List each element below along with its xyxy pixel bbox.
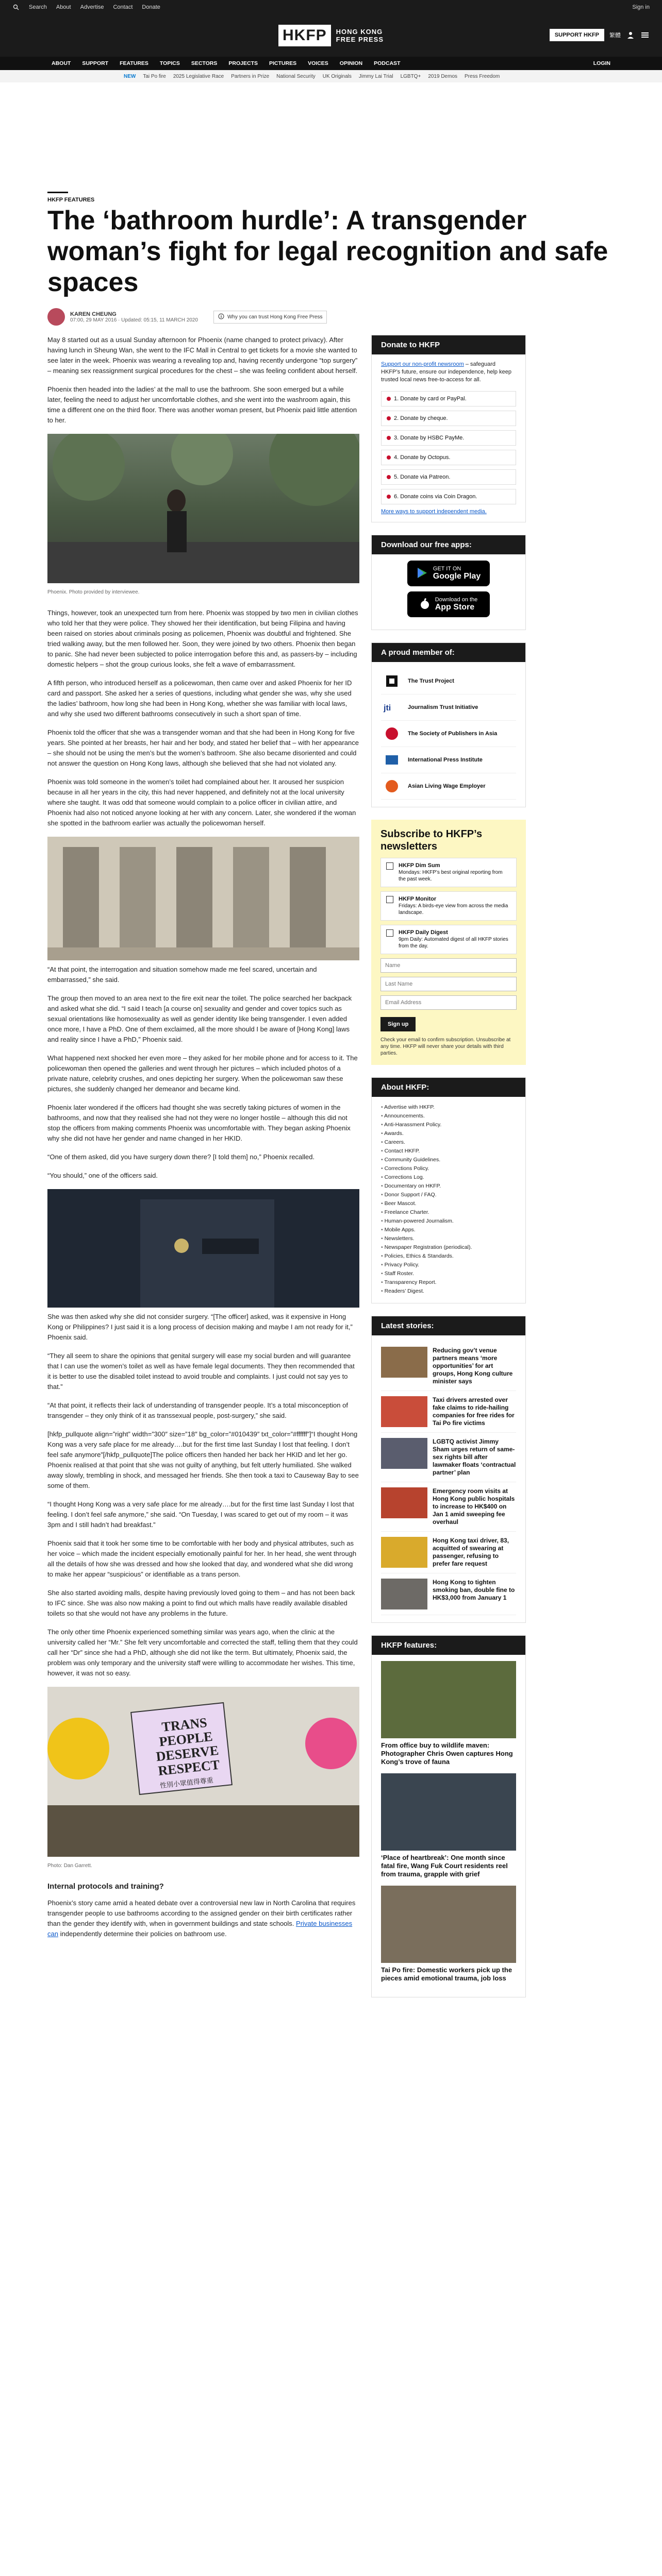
bullet-icon	[387, 455, 391, 460]
latest-story[interactable]	[381, 1342, 516, 1391]
protest-sign-text: TRANS PEOPLE DESERVE RESPECT	[155, 1715, 221, 1778]
about-card	[371, 1077, 526, 1303]
search-icon[interactable]	[12, 4, 20, 11]
about-link[interactable]: • Transparency Report.	[381, 1278, 516, 1287]
about-link[interactable]: • Advertise with HKFP.	[381, 1103, 516, 1112]
sign-in-link[interactable]: Sign in	[632, 4, 650, 10]
photo-caption: Phoenix. Photo provided by interviewee.	[47, 589, 140, 595]
feature-image	[381, 1661, 516, 1738]
menu-icon[interactable]	[640, 30, 650, 40]
trending-item[interactable]: National Security	[276, 73, 316, 79]
newsletter-card	[371, 820, 526, 1065]
trending-item[interactable]: LGBTQ+	[400, 73, 421, 79]
photo-illustration-trees	[47, 434, 359, 583]
feature-story[interactable]	[381, 1773, 516, 1878]
author-avatar[interactable]	[47, 308, 65, 326]
donate-option-label: 2. Donate by cheque.	[394, 415, 448, 421]
member-org[interactable]	[381, 721, 516, 747]
photo-caption: Photo: Dan Garrett.	[47, 1863, 92, 1869]
trust-project-logo-icon	[381, 673, 403, 689]
donate-option[interactable]	[381, 430, 516, 446]
bullet-icon	[387, 475, 391, 479]
latest-story[interactable]	[381, 1433, 516, 1482]
story-thumbnail	[381, 1579, 427, 1609]
nav-item-voices[interactable]: VOICES	[308, 60, 328, 66]
donate-option[interactable]	[381, 450, 516, 465]
donate-option-label: 5. Donate via Patreon.	[394, 474, 451, 480]
google-play-badge[interactable]	[407, 561, 490, 586]
article-paragraph: “You should,” one of the officers said.	[47, 1172, 158, 1179]
donate-intro-text: – safeguard HKFP’s future, ensure our independence, help keep trusted local news free-to-access for all.	[381, 361, 511, 383]
play-store-icon	[417, 567, 428, 581]
article-paragraph-text: independently determine their policies on bathroom use.	[60, 1930, 227, 1938]
trending-item[interactable]: Press Freedom	[465, 73, 500, 79]
story-title: Hong Kong taxi driver, 83, acquitted of swearing at passenger, refusing to prefer fare request	[433, 1537, 509, 1567]
article-paragraph	[47, 1898, 359, 1939]
features-title: HKFP features:	[372, 1636, 525, 1655]
utility-bar	[0, 0, 662, 14]
about-title: About HKFP:	[372, 1078, 525, 1097]
article-photo-toilets	[47, 837, 359, 960]
nav-item-podcast[interactable]: PODCAST	[374, 60, 401, 66]
support-hkfp-button[interactable]: SUPPORT HKFP	[550, 29, 604, 41]
apps-card	[371, 535, 526, 630]
checkbox[interactable]	[386, 862, 393, 870]
member-card	[371, 642, 526, 807]
app-store-badge[interactable]	[407, 591, 490, 617]
article-paragraph: The only other time Phoenix experienced something similar was years ago, when the clinic at the university called her “Mr.” She felt very uncomfortable and corrected the staff, telling them that they could call her “Dr” since she had a PhD, although she did not like the term. But ultimately, Phoenix said, the problem was only temporary and the university staff were willing to accommodate her wishes. This time, however, it was not so easy.	[47, 1628, 358, 1677]
article-paragraph: Things, however, took an unexpected turn from here. Phoenix was stopped by two men in civilian clothes who told her that they were police. They showed her their identification, but being Filipina and having been raised on stories about criminals posing as policemen, Phoenix was doubtful and frightened. She tried walking away, but the men followed her. Soon, they were joined by two others. Phoenix then began to panic. She had never been subjected to police interrogation before this and, as passers-by – including domestic helpers – shot the group curious looks, she felt a wave of embarrassment.	[47, 609, 358, 668]
site-logo[interactable]	[278, 25, 384, 46]
donate-option[interactable]	[381, 469, 516, 485]
latest-title: Latest stories:	[372, 1316, 525, 1335]
story-title: Emergency room visits at Hong Kong public hospitals to increase to HK$400 on Jan 1 amid sweeping fee overhaul	[433, 1487, 515, 1526]
member-title: A proud member of:	[372, 643, 525, 662]
feature-image	[381, 1773, 516, 1851]
app-store-small: Download on the	[435, 597, 478, 603]
utility-link-donate[interactable]: Donate	[142, 4, 160, 10]
logo-text-line1: HONG KONG	[336, 28, 383, 36]
about-link[interactable]: • Newsletters.	[381, 1234, 516, 1243]
member-org-name: Journalism Trust Initiative	[408, 704, 478, 710]
trending-item[interactable]: Partners in Prize	[231, 73, 270, 79]
feature-story[interactable]	[381, 1886, 516, 1982]
section-tag[interactable]: HKFP FEATURES	[47, 197, 95, 203]
checkbox[interactable]	[386, 896, 393, 903]
trending-item[interactable]: 2019 Demos	[428, 73, 458, 79]
utility-link-advertise[interactable]: Advertise	[80, 4, 104, 10]
about-link[interactable]: • Documentary on HKFP.	[381, 1182, 516, 1191]
member-org-name: The Society of Publishers in Asia	[408, 731, 498, 737]
trending-item[interactable]: Jimmy Lai Trial	[358, 73, 393, 79]
nav-item-opinion[interactable]: OPINION	[339, 60, 363, 66]
about-link[interactable]: • Mobile Apps.	[381, 1226, 516, 1234]
about-link[interactable]: • Donor Support / FAQ.	[381, 1191, 516, 1199]
article-photo-police	[47, 1189, 359, 1308]
article-body	[47, 335, 359, 1947]
about-link[interactable]: • Corrections Policy.	[381, 1164, 516, 1173]
article-paragraph: “At that point, it reflects their lack of understanding of transgender people. It’s a total misconception of transgender – they only think of it as transsexual people, post-surgery,” she said.	[47, 1401, 348, 1419]
about-link[interactable]: • Newspaper Registration (periodical).	[381, 1243, 516, 1252]
trending-item[interactable]: 2025 Legislative Race	[173, 73, 224, 79]
first-name-input[interactable]	[380, 958, 517, 973]
about-link[interactable]: • Freelance Charter.	[381, 1208, 516, 1217]
svg-text:jti: jti	[384, 704, 391, 713]
story-thumbnail	[381, 1347, 427, 1378]
latest-story[interactable]	[381, 1391, 516, 1433]
nav-item-login[interactable]: LOGIN	[593, 60, 610, 66]
about-link[interactable]: • Policies, Ethics & Standards.	[381, 1252, 516, 1261]
story-thumbnail	[381, 1487, 427, 1518]
about-link[interactable]: • Anti-Harassment Policy.	[381, 1121, 516, 1129]
story-thumbnail	[381, 1396, 427, 1427]
donate-option-label: 4. Donate by Octopus.	[394, 454, 451, 461]
google-play-small: GET IT ON	[433, 566, 461, 572]
member-org[interactable]	[381, 747, 516, 773]
nav-item-sectors[interactable]: SECTORS	[191, 60, 218, 66]
story-title: Reducing gov’t venue partners means ‘more opportunities’ for art groups, Hong Kong culture minister says	[433, 1347, 513, 1385]
article-title: The ‘bathroom hurdle’: A transgender woman’s fight for legal recognition and safe spaces	[47, 206, 608, 297]
article-paragraph: Phoenix was told someone in the women’s toilet had complained about her. It aroused her suspicion because in all her years in the city, this had never happened, and definitely not at the local university where she taught. It was odd that someone would complain to a police officer in civilian attire, and Phoenix had also not noticed anyone looking at her with any concern. Later, she wondered if the woman she spotted in the bathroom earlier was actually the policewoman herself.	[47, 778, 356, 827]
about-link[interactable]: • Announcements.	[381, 1112, 516, 1121]
site-header	[0, 14, 662, 57]
article-subhead: Internal protocols and training?	[47, 1882, 164, 1891]
feature-title: Tai Po fire: Domestic workers pick up the pieces amid emotional trauma, job loss	[381, 1966, 512, 1982]
newsletter-name: HKFP Dim Sum	[399, 862, 440, 869]
latest-story[interactable]	[381, 1532, 516, 1573]
member-org[interactable]	[381, 773, 516, 800]
bullet-icon	[387, 416, 391, 420]
about-link[interactable]: • Careers.	[381, 1138, 516, 1147]
sidebar	[371, 335, 526, 2010]
nav-item-features[interactable]: FEATURES	[120, 60, 148, 66]
article-paragraph: The group then moved to an area next to the fire exit near the toilet. The police searched her backpack and asked what she did. “I said I teach [a course on] sexuality and gender and cover topics such as sexual orientations like homosexuality as well as gender identity like being transgender. I even added once more, I have a PhD. One of them exclaimed, all the more should I be aware of [Hong Kong] laws and reality since I have a PhD,” Phoenix said.	[47, 994, 352, 1043]
donate-option[interactable]	[381, 489, 516, 504]
bullet-icon	[387, 397, 391, 401]
story-title: LGBTQ activist Jimmy Sham urges return of same-sex rights bill after lawmaker floats ‘contractual partner’ plan	[433, 1438, 516, 1476]
article-paragraph: A fifth person, who introduced herself as a policewoman, then came over and asked Phoenix for her ID card and passport. She asked her a series of questions, including what gender she was, why she used the ladies’ bathroom, how long she had been in Hong Kong, whether she was familiar with local laws, and why she used two different bathrooms consecutively in such a short span of time.	[47, 679, 352, 718]
newsletter-note: Check your email to confirm subscription. Unsubscribe at any time. HKFP will never share your details with third parties.	[380, 1037, 511, 1056]
latest-story[interactable]	[381, 1482, 516, 1532]
about-link[interactable]: • Contact HKFP.	[381, 1147, 516, 1156]
member-org-name: The Trust Project	[408, 678, 454, 684]
apps-title: Download our free apps:	[372, 535, 525, 554]
bullet-icon	[387, 495, 391, 499]
article-paragraph: Phoenix later wondered if the officers had thought she was secretly taking pictures of women in the bathrooms, and now that they realised she had not they were no longer hostile – although this did not stop the officers from making comments Phoenix was uncomfortable with. They began asking Phoenix why she did not have her gender and name changed in her HKID.	[47, 1104, 351, 1142]
photo-illustration-police	[47, 1189, 359, 1308]
ipi-logo-icon	[381, 752, 403, 768]
story-thumbnail	[381, 1438, 427, 1469]
newsletter-option[interactable]	[380, 891, 517, 921]
newsletter-desc: Mondays: HKFP’s best original reporting from the past week.	[399, 870, 503, 882]
logo-text-line2: FREE PRESS	[336, 36, 384, 43]
donate-option[interactable]	[381, 411, 516, 426]
about-link[interactable]: • Human-powered Journalism.	[381, 1217, 516, 1226]
photo-illustration-stalls	[47, 837, 359, 960]
donate-title: Donate to HKFP	[372, 335, 525, 354]
newsletter-desc: 9pm Daily: Automated digest of all HKFP stories from the day.	[399, 937, 508, 949]
about-link[interactable]: • Readers’ Digest.	[381, 1287, 516, 1296]
article-paragraph: [hkfp_pullquote align=”right” width=”300″ size=”18″ bg_color=”#010439″ txt_color=”#ffffff”]“I thought Hong Kong was a very safe place for me already….but for the first time last Sunday I lost that feeling. I don’t feel safe anymore”[/hkfp_pullquote]The police officers then handed her back her HKID and let her go. Phoenix realised at that point that she was not guilty of anything, but felt utterly humiliated. She walked away slowly, trembling in shock, and messaged her friends. She then took a taxi to Causeway Bay to see some of them.	[47, 1430, 359, 1489]
article-paragraph-text: Phoenix’s story came amid a heated debate over a controversial new law in North Carolina that requires transgender people to use bathrooms according to the assigned gender on their birth certificates rather than the gender they identify with, when in government buildings and state schools.	[47, 1899, 356, 1927]
app-store-label: App Store	[435, 603, 475, 612]
article-paragraph: She also started avoiding malls, despite having previously loved going to them – and has not been back to IFC since. She was also now making a point to find out which malls have readily available disabled toilets so that she would not have any problems in the future.	[47, 1589, 355, 1617]
feature-title: From office buy to wildlife maven: Photographer Chris Owen captures Hong Kong’s trove of fauna	[381, 1741, 513, 1766]
why-trust-link[interactable]	[213, 311, 327, 324]
about-link[interactable]: • Staff Roster.	[381, 1269, 516, 1278]
trending-item[interactable]: Tai Po fire	[143, 73, 166, 79]
donate-intro-link[interactable]: Support our non-profit newsroom	[381, 361, 464, 367]
article-paragraph: “I thought Hong Kong was a very safe place for me already….but for the first time last Sunday I lost that feeling. I don’t feel safe anymore,” she said. “On Tuesday, I was scared to get out of my room – it was 3pm and I still hadn’t had breakfast.”	[47, 1500, 354, 1529]
latest-story[interactable]	[381, 1573, 516, 1615]
member-org[interactable]	[381, 694, 516, 721]
byline	[47, 308, 327, 326]
newsletter-option[interactable]	[380, 925, 517, 954]
donate-intro	[381, 361, 516, 384]
article-paragraph: “One of them asked, did you have surgery down there? [I told them] no,” Phoenix recalled.	[47, 1153, 315, 1161]
more-ways-link[interactable]: More ways to support independent media.	[381, 509, 487, 515]
utility-link-search[interactable]: Search	[29, 4, 47, 10]
article-photo-phoenix	[47, 434, 359, 583]
user-icon[interactable]	[626, 30, 635, 40]
feature-title: ‘Place of heartbreak’: One month since fatal fire, Wang Fuk Court residents reel from trauma, grapple with grief	[381, 1854, 508, 1878]
donate-card	[371, 335, 526, 522]
article-paragraph: “They all seem to share the opinions that genital surgery will ease my social burden and will guarantee that I can use the women’s toilet as well as have female legal documents. They then recommended that it is better to use the disabled toilet instead to avoid trouble and complaints. I just could not say yes to that.”	[47, 1352, 355, 1391]
article-paragraph: Phoenix said that it took her some time to be comfortable with her body and physical attributes, such as her voice – which made the incident especially emotionally painful for her. In her head, she went through all the details of how she was dressed and how she looked that day, and wondered what she did wrong to make her appear “suspicious” or identifiable as a trans person.	[47, 1539, 357, 1578]
nav-item-projects[interactable]: PROJECTS	[228, 60, 258, 66]
newsletter-option[interactable]	[380, 858, 517, 887]
member-org-name: International Press Institute	[408, 757, 483, 763]
about-link[interactable]: • Corrections Log.	[381, 1173, 516, 1182]
article-paragraph: Phoenix then headed into the ladies’ at the mall to use the bathroom. She soon emerged but a while later, feeling the need to adjust her uncomfortable clothes, and she went into the washroom again, this time a different one on the third floor. There was another woman present, but Phoenix paid little attention to her.	[47, 385, 357, 424]
story-title: Hong Kong to tighten smoking ban, double fine to HK$3,000 from January 1	[433, 1579, 515, 1601]
jti-logo-icon	[381, 700, 403, 715]
about-list	[381, 1103, 516, 1296]
article-dates: 07:00, 29 MAY 2016 · Updated: 05:15, 11 MARCH 2020	[70, 317, 198, 323]
signup-button[interactable]: Sign up	[380, 1017, 416, 1031]
logo-wordmark	[336, 28, 384, 43]
apple-icon	[420, 598, 430, 612]
nav-item-topics[interactable]: TOPICS	[159, 60, 180, 66]
feature-story[interactable]	[381, 1661, 516, 1766]
article-paragraph: Phoenix told the officer that she was a transgender woman and that she had been in Hong Kong for five years. She pointed at her breasts, her hair and her body, and stated her belief that – with her appearance – she should not be using the men’s but the women’s bathroom. She also became disoriented and could not answer the question on Hong Kong laws, although she believed that she had not violated any.	[47, 728, 359, 767]
member-org[interactable]	[381, 668, 516, 694]
section-rule	[47, 192, 68, 193]
nav-item-about[interactable]: ABOUT	[52, 60, 71, 66]
email-input[interactable]	[380, 995, 517, 1010]
language-toggle[interactable]: 繁體	[609, 32, 621, 39]
utility-link-about[interactable]: About	[56, 4, 71, 10]
newsletter-title: Subscribe to HKFP’s newsletters	[380, 828, 483, 852]
bullet-icon	[387, 436, 391, 440]
main-nav	[0, 57, 662, 70]
protest-sign-text-zh: 性別小眾值得尊重	[159, 1776, 214, 1790]
utility-link-contact[interactable]: Contact	[113, 4, 133, 10]
article-paragraph: She was then asked why she did not consider surgery. “[The officer] asked, was it expensive in Hong Kong or Philippines? I just said it is a long process of decision making and maybe I am not ready for it,” Phoenix said.	[47, 1313, 353, 1341]
google-play-label: Google Play	[433, 572, 481, 581]
article-paragraph: May 8 started out as a usual Sunday afternoon for Phoenix (name changed to protect privacy). After having lunch in Sheung Wan, she went to the IFC Mall in Central to get tickets for a movie she wanted to see later in the week. Phoenix was wearing a revealing top and, having recently undergone “top surgery” – meaning sex reassignment surgical procedures for the chest – she was feeling confident about herself.	[47, 336, 358, 375]
last-name-input[interactable]	[380, 977, 517, 991]
logo-mark: HKFP	[278, 25, 331, 46]
story-thumbnail	[381, 1537, 427, 1568]
about-link[interactable]: • Community Guidelines.	[381, 1156, 516, 1164]
latest-card	[371, 1316, 526, 1623]
author-name[interactable]: KAREN CHEUNG	[70, 311, 117, 317]
article-photo-protest	[47, 1687, 359, 1857]
nav-item-support[interactable]: SUPPORT	[82, 60, 109, 66]
donate-option-label: 3. Donate by HSBC PayMe.	[394, 435, 465, 441]
about-link[interactable]: • Privacy Policy.	[381, 1261, 516, 1269]
trending-bar	[0, 70, 662, 82]
donate-option-label: 1. Donate by card or PayPal.	[394, 396, 467, 402]
story-title: Taxi drivers arrested over fake claims to ride-hailing companies for free rides for Tai Po fire victims	[433, 1396, 515, 1427]
living-wage-logo-icon	[381, 778, 403, 794]
why-trust-label: Why you can trust Hong Kong Free Press	[227, 314, 323, 320]
features-card	[371, 1635, 526, 1997]
nav-item-pictures[interactable]: PICTURES	[269, 60, 297, 66]
newsletter-desc: Fridays: A birds-eye view from across the media landscape.	[399, 903, 508, 916]
article-paragraph: What happened next shocked her even more – they asked for her mobile phone and for access to it. The policewoman then opened the galleries and went through her pictures – which included photos of a private nature, celebrity crushes, and ones depicting her surgery. When the policewoman saw these pictures, she suddenly changed her demeanor and became kind.	[47, 1054, 358, 1093]
trending-label: NEW	[124, 73, 136, 79]
checkbox[interactable]	[386, 929, 393, 937]
info-icon	[218, 313, 224, 321]
donate-option-label: 6. Donate coins via Coin Dragon.	[394, 494, 477, 500]
newsletter-name: HKFP Monitor	[399, 896, 437, 902]
about-link[interactable]: • Awards.	[381, 1129, 516, 1138]
about-link[interactable]: • Beer Mascot.	[381, 1199, 516, 1208]
member-org-name: Asian Living Wage Employer	[408, 783, 486, 789]
donate-option[interactable]	[381, 391, 516, 406]
trending-item[interactable]: UK Originals	[322, 73, 352, 79]
article-paragraph: “At that point, the interrogation and situation somehow made me feel scared, uncertain and embarrassed,” she said.	[47, 965, 317, 984]
article-inline-link[interactable]: Private businesses can	[47, 1920, 353, 1938]
sopa-logo-icon	[381, 726, 403, 741]
feature-image	[381, 1886, 516, 1963]
newsletter-name: HKFP Daily Digest	[399, 929, 448, 936]
